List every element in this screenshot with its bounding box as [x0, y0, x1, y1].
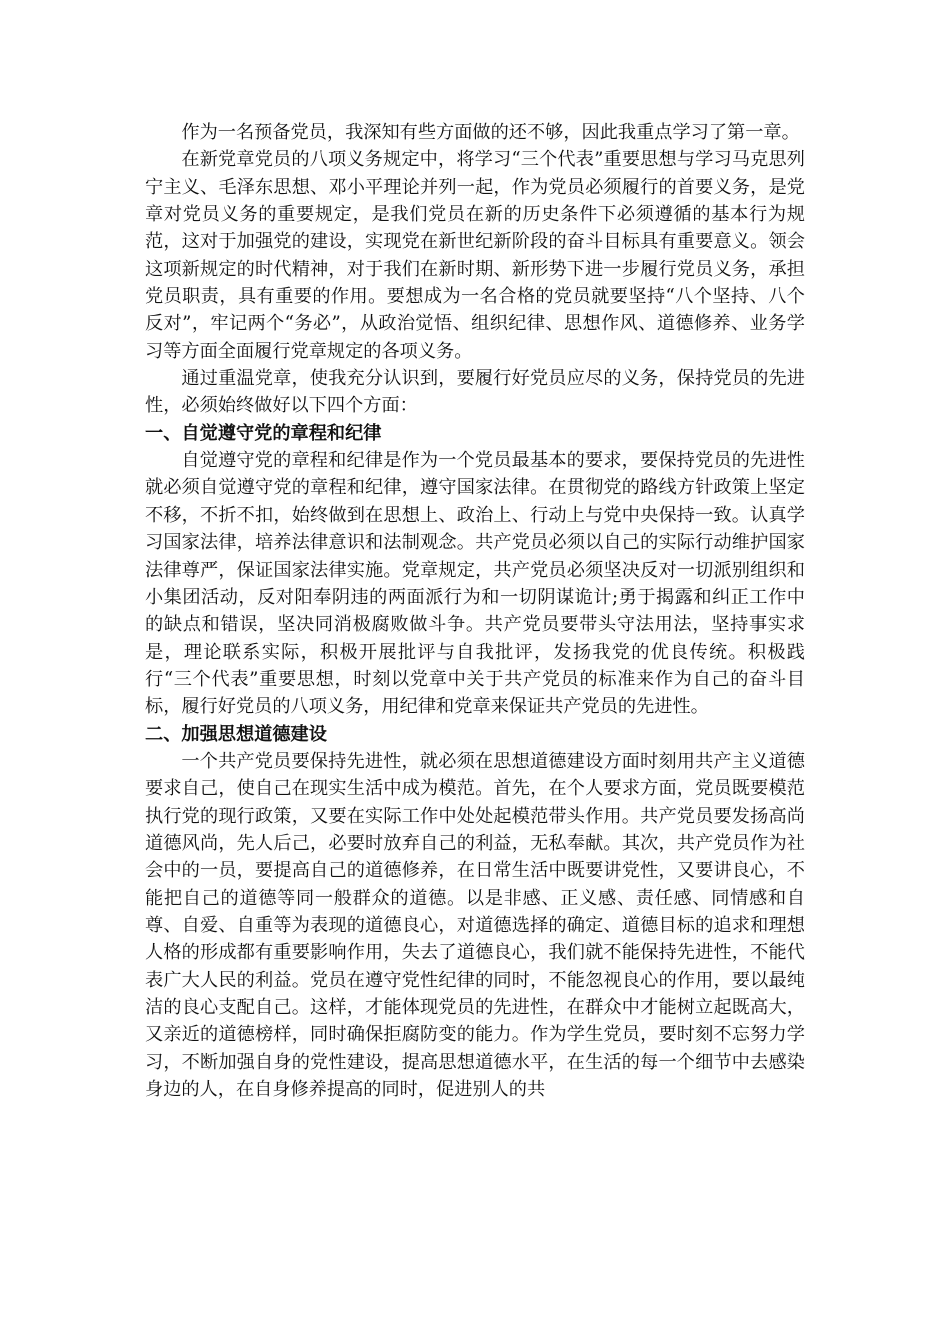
- paragraph-intro: 作为一名预备党员，我深知有些方面做的还不够，因此我重点学习了第一章。: [181, 122, 800, 143]
- document-page: [145, 119, 805, 1103]
- section-heading-2: 二、加强思想道德建设: [145, 723, 327, 745]
- paragraph-four-aspects: 通过重温党章，使我充分认识到，要履行好党员应尽的义务，保持党员的先进性，必须始终做好以下四个方面：: [145, 368, 805, 417]
- paragraph-eight-duties: 在新党章党员的八项义务规定中，将学习“三个代表”重要思想与学习马克思列宁主义、毛泽东思想、邓小平理论并列一起，作为党员必须履行的首要义务，是党章对党员义务的重要规定，是我们党员在新的历史条件下必须遵循的基本行为规范，这对于加强党的建设，实现党在新世纪新阶段的奋斗目标具有重要意义。领会这项新规定的时代精神，对于我们在新时期、新形势下进一步履行党员义务，承担党员职责，具有重要的作用。要想成为一名合格的党员就要坚持“八个坚持、八个反对”，牢记两个“务必”，从政治觉悟、组织纪律、思想作风、道德修养、业务学习等方面全面履行党章规定的各项义务。: [145, 149, 805, 362]
- paragraph-section-1: 自觉遵守党的章程和纪律是作为一个党员最基本的要求，要保持党员的先进性就必须自觉遵守党的章程和纪律，遵守国家法律。在贯彻党的路线方针政策上坚定不移，不折不扣，始终做到在思想上、政治上、行动上与党中央保持一致。认真学习国家法律，培养法律意识和法制观念。共产党员必须以自己的实际行动维护国家法律尊严，保证国家法律实施。党章规定，共产党员必须坚决反对一切派别组织和小集团活动，反对阳奉阴违的两面派行为和一切阴谋诡计;勇于揭露和纠正工作中的缺点和错误，坚决同消极腐败做斗争。共产党员要带头守法用法，坚持事实求是，理论联系实际，积极开展批评与自我批评，发扬我党的优良传统。积极践行“三个代表”重要思想，时刻以党章中关于共产党员的标准来作为自己的奋斗目标，履行好党员的八项义务，用纪律和党章来保证共产党员的先进性。: [145, 450, 805, 718]
- section-heading-1: 一、自觉遵守党的章程和纪律: [145, 422, 382, 444]
- paragraph-section-2: 一个共产党员要保持先进性，就必须在思想道德建设方面时刻用共产主义道德要求自己，使自己在现实生活中成为模范。首先，在个人要求方面，党员既要模范执行党的现行政策，又要在实际工作中处处起模范带头作用。共产党员要发扬高尚道德风尚，先人后己，必要时放弃自己的利益，无私奉献。其次，共产党员作为社会中的一员，要提高自己的道德修养，在日常生活中既要讲党性，又要讲良心，不能把自己的道德等同一般群众的道德。以是非感、正义感、责任感、同情感和自尊、自爱、自重等为表现的道德良心，对道德选择的确定、道德目标的追求和理想人格的形成都有重要影响作用，失去了道德良心，我们就不能保持先进性，不能代表广大人民的利益。党员在遵守党性纪律的同时，不能忽视良心的作用，要以最纯洁的良心支配自己。这样，才能体现党员的先进性，在群众中才能树立起既高大，又亲近的道德榜样，同时确保拒腐防变的能力。作为学生党员，要时刻不忘努力学习，不断加强自身的党性建设，提高思想道德水平，在生活的每一个细节中去感染身边的人，在自身修养提高的同时，促进别人的共: [145, 750, 805, 1101]
